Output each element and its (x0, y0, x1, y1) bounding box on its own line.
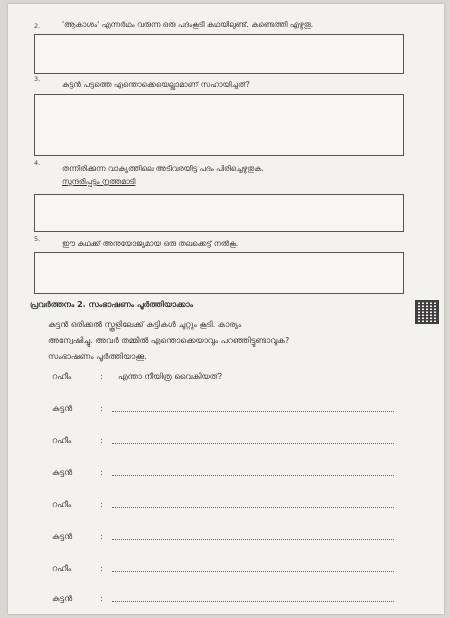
dialogue-speaker: റഹീം (52, 500, 72, 509)
dialogue-given-line: എന്താ നീയിത്ര വൈകിയത്? (118, 372, 223, 381)
answer-box[interactable] (34, 94, 404, 156)
dialogue-speaker: കുട്ടൻ (52, 468, 73, 477)
dialogue-speaker: റഹീം (52, 564, 72, 573)
dialogue-speaker: കുട്ടൻ (52, 404, 73, 413)
answer-line[interactable] (112, 475, 394, 476)
dialogue-speaker: റഹീം (52, 372, 72, 381)
answer-box[interactable] (34, 252, 404, 294)
question-number: 5. (34, 235, 41, 243)
dialogue-colon: : (100, 532, 103, 541)
dialogue-colon: : (100, 468, 103, 477)
question-number: 2. (34, 22, 41, 30)
dialogue-colon: : (100, 372, 103, 381)
question-text: കുട്ടൻ പട്ടത്തെ എന്തൊക്കെയെല്ലാമാണ് സഹായിച്ചത്? (62, 80, 250, 89)
qr-code-icon (415, 300, 439, 324)
question-number: 3. (34, 75, 41, 83)
activity-title: പ്രവർത്തനം 2. സംഭാഷണം പൂർത്തിയാക്കാം (30, 300, 194, 309)
answer-line[interactable] (112, 571, 394, 572)
dialogue-colon: : (100, 436, 103, 445)
answer-line[interactable] (112, 443, 394, 444)
underlined-phrase: സുന്ദരിപ്പട്ടം നൃത്തമാടി (62, 177, 136, 186)
dialogue-colon: : (100, 404, 103, 413)
answer-line[interactable] (112, 601, 394, 602)
dialogue-colon: : (100, 594, 103, 603)
answer-line[interactable] (112, 507, 394, 508)
question-text: ഈ കഥക്ക് അനുയോജ്യമായ ഒരു തലക്കെട്ട് നൽകൂ. (62, 239, 239, 248)
answer-line[interactable] (112, 411, 394, 412)
dialogue-speaker: കുട്ടൻ (52, 532, 73, 541)
answer-box[interactable] (34, 194, 404, 232)
question-text: 'ആകാശം' എന്നർഥം വരുന്ന ഒരു പദംകൂടി കഥയിലുണ്ട്. കണ്ടെത്തി എഴുതൂ. (62, 20, 314, 29)
activity-instruction: സംഭാഷണം പൂർത്തിയാക്കൂ. (48, 352, 147, 361)
question-text: തന്നിരിക്കുന്ന വാക്യത്തിലെ അടിവരയിട്ട പദം പിരിച്ചെഴുതുക. (62, 164, 264, 173)
worksheet-page (8, 4, 444, 614)
question-number: 4. (34, 159, 41, 167)
answer-line[interactable] (112, 539, 394, 540)
activity-paragraph-line2: അന്വേഷിച്ചു. അവർ തമ്മിൽ എന്തൊക്കെയാവും പറഞ്ഞിട്ടുണ്ടാവുക? (48, 336, 290, 345)
dialogue-colon: : (100, 564, 103, 573)
answer-box[interactable] (34, 34, 404, 74)
dialogue-speaker: കുട്ടൻ (52, 594, 73, 603)
activity-paragraph-line1: കുട്ടൻ ഒരിക്കൽ സ്കൂളിലേക്ക് കുട്ടികൾ ചുറ്റും കൂടി. കാര്യം (48, 320, 242, 329)
dialogue-colon: : (100, 500, 103, 509)
dialogue-speaker: റഹീം (52, 436, 72, 445)
